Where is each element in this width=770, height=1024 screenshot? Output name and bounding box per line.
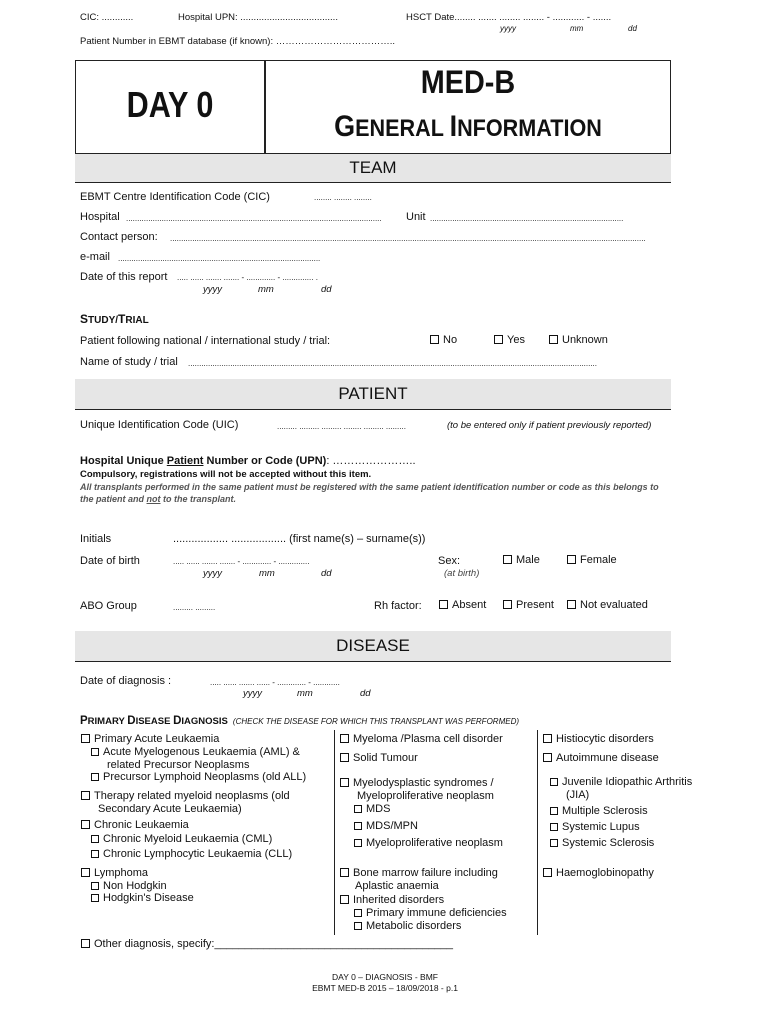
checkbox-icon[interactable] xyxy=(81,939,90,948)
unit-input[interactable]: ....................................................................................... xyxy=(430,214,624,223)
sex-female-option[interactable]: Female xyxy=(567,554,617,566)
checkbox-icon[interactable] xyxy=(354,805,362,813)
jia-option[interactable]: Juvenile Idiopathic Arthritis xyxy=(550,776,692,788)
checkbox-icon[interactable] xyxy=(550,823,558,831)
study-question: Patient following national / international study / trial: xyxy=(80,335,331,347)
non-hodgkin-option[interactable]: Non Hodgkin xyxy=(91,880,167,892)
solid-tumour-option[interactable]: Solid Tumour xyxy=(340,752,418,764)
column-divider-2 xyxy=(537,730,538,935)
checkbox-icon[interactable] xyxy=(340,778,349,787)
therapy-related-option[interactable]: Therapy related myeloid neoplasms (old xyxy=(81,790,290,802)
checkbox-icon[interactable] xyxy=(543,753,552,762)
report-dd: dd xyxy=(321,284,332,295)
dob-label: Date of birth xyxy=(80,555,140,567)
primary-acute-leukaemia-option[interactable]: Primary Acute Leukaemia xyxy=(81,733,219,745)
column-divider-1 xyxy=(334,730,335,935)
transplant-note-2: the patient and not to the transplant. xyxy=(80,494,237,504)
histiocytic-option[interactable]: Histiocytic disorders xyxy=(543,733,654,745)
rh-not-evaluated-option[interactable]: Not evaluated xyxy=(567,599,648,611)
primary-disease-heading: PRIMARY DISEASE DIAGNOSIS (CHECK THE DISEASE FOR WHICH THIS TRANSPLANT WAS PERFORMED) xyxy=(80,715,520,727)
therapy-related-option-cont: Secondary Acute Leukaemia) xyxy=(98,803,242,815)
diagnosis-yyyy: yyyy xyxy=(243,688,262,699)
mds-mpn-group-option[interactable]: Myelodysplastic syndromes / xyxy=(340,777,494,789)
dob-input[interactable]: ..... ...... ....... ....... - ............. - .............. xyxy=(173,557,310,566)
patient-number-field: Patient Number in EBMT database (if known): ……………………………….. xyxy=(80,36,395,47)
cml-option[interactable]: Chronic Myeloid Leukaemia (CML) xyxy=(91,833,272,845)
mds-mpn-option[interactable]: MDS/MPN xyxy=(354,820,418,832)
email-label: e-mail xyxy=(80,251,110,263)
report-yyyy: yyyy xyxy=(203,284,222,295)
metabolic-option[interactable]: Metabolic disorders xyxy=(354,920,461,932)
mds-mpn-group-cont: Myeloproliferative neoplasm xyxy=(357,790,494,802)
lymphoma-option[interactable]: Lymphoma xyxy=(81,867,148,879)
haemoglobinopathy-option[interactable]: Haemoglobinopathy xyxy=(543,867,654,879)
inherited-disorders-option[interactable]: Inherited disorders xyxy=(340,894,444,906)
checkbox-icon[interactable] xyxy=(91,850,99,858)
study-yes-option[interactable]: Yes xyxy=(494,334,525,346)
checkbox-icon[interactable] xyxy=(81,868,90,877)
hsct-yyyy: yyyy xyxy=(500,24,516,33)
checkbox-icon[interactable] xyxy=(503,555,512,564)
diagnosis-date-input[interactable]: ..... ...... ....... ...... - ............. - ............ xyxy=(210,678,340,687)
form-code: MED-B xyxy=(420,64,516,100)
hsct-date-field: HSCT Date........ ....... ........ ........ - ............ - ....... xyxy=(406,12,612,23)
checkbox-icon[interactable] xyxy=(549,335,558,344)
checkbox-icon[interactable] xyxy=(81,791,90,800)
transplant-note-1: All transplants performed in the same patient must be registered with the same patient identification number or code as this belongs to xyxy=(80,482,659,492)
checkbox-icon[interactable] xyxy=(494,335,503,344)
rh-label: Rh factor: xyxy=(374,600,422,612)
bone-marrow-failure-option[interactable]: Bone marrow failure including xyxy=(340,867,498,879)
cic-label: EBMT Centre Identification Code (CIC) xyxy=(80,191,270,203)
day-label: DAY 0 xyxy=(126,84,214,125)
report-date-input[interactable]: ..... ...... ....... ....... - ............. - .............. . xyxy=(177,273,318,282)
myeloma-option[interactable]: Myeloma /Plasma cell disorder xyxy=(340,733,503,745)
cll-option[interactable]: Chronic Lymphocytic Leukaemia (CLL) xyxy=(91,848,292,860)
checkbox-icon[interactable] xyxy=(340,734,349,743)
hospital-label: Hospital xyxy=(80,211,120,223)
checkbox-icon[interactable] xyxy=(543,734,552,743)
checkbox-icon[interactable] xyxy=(354,909,362,917)
unit-label: Unit xyxy=(406,211,426,223)
sex-male-option[interactable]: Male xyxy=(503,554,540,566)
checkbox-icon[interactable] xyxy=(567,600,576,609)
hsct-mm: mm xyxy=(570,24,584,33)
checkbox-icon[interactable] xyxy=(340,895,349,904)
abo-input[interactable]: ......... ......... xyxy=(173,603,216,612)
checkbox-icon[interactable] xyxy=(340,868,349,877)
mpn-option[interactable]: Myeloproliferative neoplasm xyxy=(354,837,503,849)
jia-option-cont: (JIA) xyxy=(566,789,590,801)
other-diagnosis-option[interactable]: Other diagnosis, specify:_______________________________________ xyxy=(81,938,453,950)
diagnosis-dd: dd xyxy=(360,688,371,699)
checkbox-icon[interactable] xyxy=(340,753,349,762)
dob-yyyy: yyyy xyxy=(203,568,222,579)
primary-immune-option[interactable]: Primary immune deficiencies xyxy=(354,907,507,919)
checkbox-icon[interactable] xyxy=(430,335,439,344)
checkbox-icon[interactable] xyxy=(91,773,99,781)
checkbox-icon[interactable] xyxy=(91,882,99,890)
disease-heading: DISEASE xyxy=(75,631,671,662)
hospital-upn-field: Hospital UPN: ..................................... xyxy=(178,12,338,23)
dob-mm: mm xyxy=(259,568,275,579)
email-input[interactable]: ........................................................................................... xyxy=(118,254,321,263)
team-heading: TEAM xyxy=(75,153,671,183)
multiple-sclerosis-option[interactable]: Multiple Sclerosis xyxy=(550,805,648,817)
report-mm: mm xyxy=(258,284,274,295)
study-name-input[interactable]: ........................................................................................................................................................................................ xyxy=(188,359,597,368)
checkbox-icon[interactable] xyxy=(354,922,362,930)
patient-heading: PATIENT xyxy=(75,379,671,410)
aml-option-cont: related Precursor Neoplasms xyxy=(107,759,250,771)
contact-label: Contact person: xyxy=(80,231,158,243)
checkbox-icon[interactable] xyxy=(550,778,558,786)
hodgkin-option[interactable]: Hodgkin's Disease xyxy=(91,892,194,904)
study-name-label: Name of study / trial xyxy=(80,356,178,368)
mds-option[interactable]: MDS xyxy=(354,803,390,815)
diagnosis-mm: mm xyxy=(297,688,313,699)
initials-label: Initials xyxy=(80,533,112,545)
bone-marrow-failure-cont: Aplastic anaemia xyxy=(355,880,439,892)
checkbox-icon[interactable] xyxy=(567,555,576,564)
initials-input[interactable]: .................. .................. (first name(s) – surname(s)) xyxy=(173,533,426,545)
upn-label: Hospital Unique Patient Number or Code (UPN): ………………….. xyxy=(80,455,416,467)
checkbox-icon[interactable] xyxy=(91,894,99,902)
checkbox-icon[interactable] xyxy=(91,748,99,756)
hsct-dd: dd xyxy=(628,24,637,33)
cic-field: CIC: ............ xyxy=(80,12,134,23)
checkbox-icon[interactable] xyxy=(354,822,362,830)
autoimmune-option[interactable]: Autoimmune disease xyxy=(543,752,659,764)
abo-label: ABO Group xyxy=(80,600,137,612)
report-date-label: Date of this report xyxy=(80,271,168,283)
checkbox-icon[interactable] xyxy=(81,820,90,829)
checkbox-icon[interactable] xyxy=(543,868,552,877)
uic-label: Unique Identification Code (UIC) xyxy=(80,419,239,431)
systemic-lupus-option[interactable]: Systemic Lupus xyxy=(550,821,640,833)
study-heading: STUDY/TRIAL xyxy=(80,312,149,326)
contact-input[interactable]: ...................................................................................................................................................................................................................... xyxy=(170,234,646,243)
cic-input[interactable]: ........ ........ ........ xyxy=(314,193,372,202)
uic-input[interactable]: ......... ......... ......... ........ ......... ......... xyxy=(277,422,406,431)
diagnosis-date-label: Date of diagnosis : xyxy=(80,675,172,687)
checkbox-icon[interactable] xyxy=(91,835,99,843)
study-unknown-option[interactable]: Unknown xyxy=(549,334,608,346)
uic-note: (to be entered only if patient previously reported) xyxy=(447,420,652,431)
chronic-leukaemia-option[interactable]: Chronic Leukaemia xyxy=(81,819,189,831)
checkbox-icon[interactable] xyxy=(354,839,362,847)
sex-label: Sex: xyxy=(438,555,461,567)
precursor-lymphoid-option[interactable]: Precursor Lymphoid Neoplasms (old ALL) xyxy=(91,771,306,783)
compulsory-note: Compulsory, registrations will not be accepted without this item. xyxy=(80,469,372,480)
dob-dd: dd xyxy=(321,568,332,579)
aml-option[interactable]: Acute Myelogenous Leukaemia (AML) & xyxy=(91,746,300,758)
footer-line-2: EBMT MED-B 2015 – 18/09/2018 - p.1 xyxy=(312,983,458,993)
sex-note: (at birth) xyxy=(444,568,480,579)
form-subtitle: GENERAL INFORMATION xyxy=(334,110,602,143)
footer-line-1: DAY 0 – DIAGNOSIS - BMF xyxy=(332,972,438,982)
rh-present-option[interactable]: Present xyxy=(503,599,554,611)
rh-absent-option[interactable]: Absent xyxy=(439,599,486,611)
systemic-sclerosis-option[interactable]: Systemic Sclerosis xyxy=(550,837,654,849)
checkbox-icon[interactable] xyxy=(439,600,448,609)
hospital-input[interactable]: ................................................................................................................... xyxy=(126,214,382,223)
study-no-option[interactable]: No xyxy=(430,334,457,346)
title-divider xyxy=(264,60,266,153)
checkbox-icon[interactable] xyxy=(81,734,90,743)
checkbox-icon[interactable] xyxy=(550,839,558,847)
checkbox-icon[interactable] xyxy=(503,600,512,609)
checkbox-icon[interactable] xyxy=(550,807,558,815)
